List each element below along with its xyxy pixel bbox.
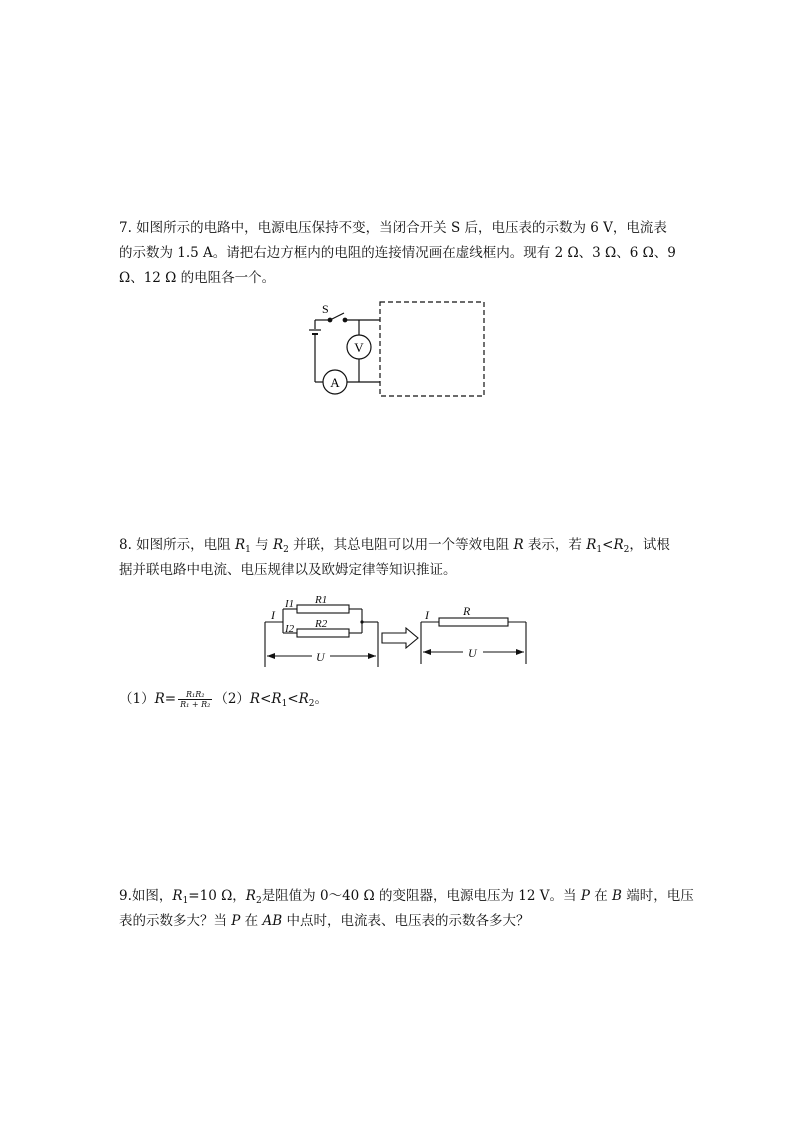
subscript: 2 — [623, 545, 630, 555]
arrowhead — [516, 649, 524, 655]
fraction-numerator: R₁R₂ — [178, 690, 212, 700]
text: 8. 如图所示，电阻 — [119, 537, 235, 553]
resistor1-label: R1 — [315, 594, 328, 606]
symbol-r2: R — [272, 537, 284, 553]
q7-line-1: 7. 如图所示的电路中，电源电压保持不变，当闭合开关 S 后，电压表的示数为 6 V，电流表 — [119, 220, 667, 236]
switch-label: S — [322, 302, 329, 316]
symbol-p: P — [580, 888, 590, 904]
resistor-r — [439, 618, 508, 626]
text: 表的示数多大？当 — [119, 913, 232, 929]
arrowhead — [423, 649, 431, 655]
text: 。 — [314, 691, 329, 707]
dashed-box — [380, 302, 484, 396]
symbol-r1: R — [172, 888, 183, 904]
subscript: 2 — [255, 896, 262, 906]
q9-line-1 — [119, 884, 694, 909]
symbol-r: R — [154, 691, 165, 707]
symbol-ab: AB — [262, 913, 283, 929]
text: ，试根 — [629, 537, 670, 553]
text: 与 — [250, 537, 273, 553]
text: 是阻值为 0～40 Ω 的变阻器，电源电压为 12 V。当 — [261, 888, 581, 904]
less-than: < — [602, 537, 614, 553]
symbol-r2: R — [298, 691, 309, 707]
question-8 — [119, 533, 679, 583]
less-than: < — [260, 691, 272, 707]
subscript: 1 — [245, 545, 251, 555]
equiv-current-label: I — [425, 608, 429, 622]
equals-sign: = — [164, 691, 177, 707]
symbol-r: R — [513, 537, 524, 553]
text: 表示，若 — [523, 537, 587, 553]
symbol-r1: R — [586, 537, 597, 553]
text: 并联，其总电阻可以用一个等效电阻 — [288, 537, 514, 553]
voltmeter-label: V — [354, 340, 364, 355]
text: 端时，电压 — [621, 888, 694, 904]
q7-line-3: Ω、12 Ω 的电阻各一个。 — [119, 270, 276, 286]
fraction — [178, 690, 212, 709]
q7-line-2: 的示数为 1.5 A。请把右边方框内的电阻的连接情况画在虚线框内。现有 2 Ω、3 Ω、6 Ω、9 — [119, 245, 676, 261]
ammeter-icon — [323, 370, 347, 394]
junction-dot — [360, 620, 363, 623]
subscript: 2 — [308, 699, 315, 709]
current-label: I — [271, 608, 275, 622]
resistor2-label: R2 — [315, 618, 328, 630]
subscript: 1 — [182, 896, 189, 906]
symbol-r1: R — [234, 537, 246, 553]
text: =10 Ω， — [188, 888, 246, 904]
arrowhead — [267, 653, 275, 659]
q8-answer — [119, 684, 328, 714]
equiv-resistor-label: R — [463, 604, 471, 618]
text: （1） — [119, 691, 155, 707]
ammeter-label: A — [330, 375, 340, 390]
voltage-label: U — [316, 650, 325, 664]
question-7 — [119, 216, 679, 291]
symbol-r2: R — [245, 888, 256, 904]
text: （2） — [214, 691, 250, 707]
q7-switch-contact — [343, 318, 347, 322]
text: 中点时，电流表、电压表的示数各多大？ — [282, 913, 530, 929]
less-than: < — [287, 691, 299, 707]
resistor-r1 — [297, 605, 349, 613]
q7-switch-contact — [328, 318, 332, 322]
arrow-icon — [382, 628, 418, 648]
text: 在 — [240, 913, 263, 929]
symbol-b: B — [612, 888, 622, 904]
symbol-p: P — [231, 913, 241, 929]
subscript: 2 — [283, 545, 289, 555]
text: 9.如图， — [119, 888, 173, 904]
q8-line-1 — [119, 533, 679, 558]
branch2-current-label: I2 — [285, 623, 295, 635]
text: 在 — [589, 888, 613, 904]
symbol-r: R — [249, 691, 261, 707]
fraction-denominator: R₁ + R₂ — [180, 700, 211, 709]
branch1-current-label: I1 — [285, 598, 295, 610]
subscript: 1 — [596, 545, 603, 555]
equiv-voltage-label: U — [468, 646, 477, 660]
q7-switch-blade — [330, 313, 344, 320]
symbol-r2: R — [613, 537, 624, 553]
resistor-r2 — [297, 629, 349, 637]
symbol-r1: R — [271, 691, 282, 707]
q8-line-2: 据并联电路中电流、电压规律以及欧姆定律等知识推证。 — [119, 562, 457, 578]
question-9 — [119, 884, 694, 934]
voltmeter-icon — [347, 335, 371, 359]
q9-line-2 — [119, 909, 679, 934]
arrowhead — [368, 653, 376, 659]
subscript: 1 — [281, 699, 288, 709]
